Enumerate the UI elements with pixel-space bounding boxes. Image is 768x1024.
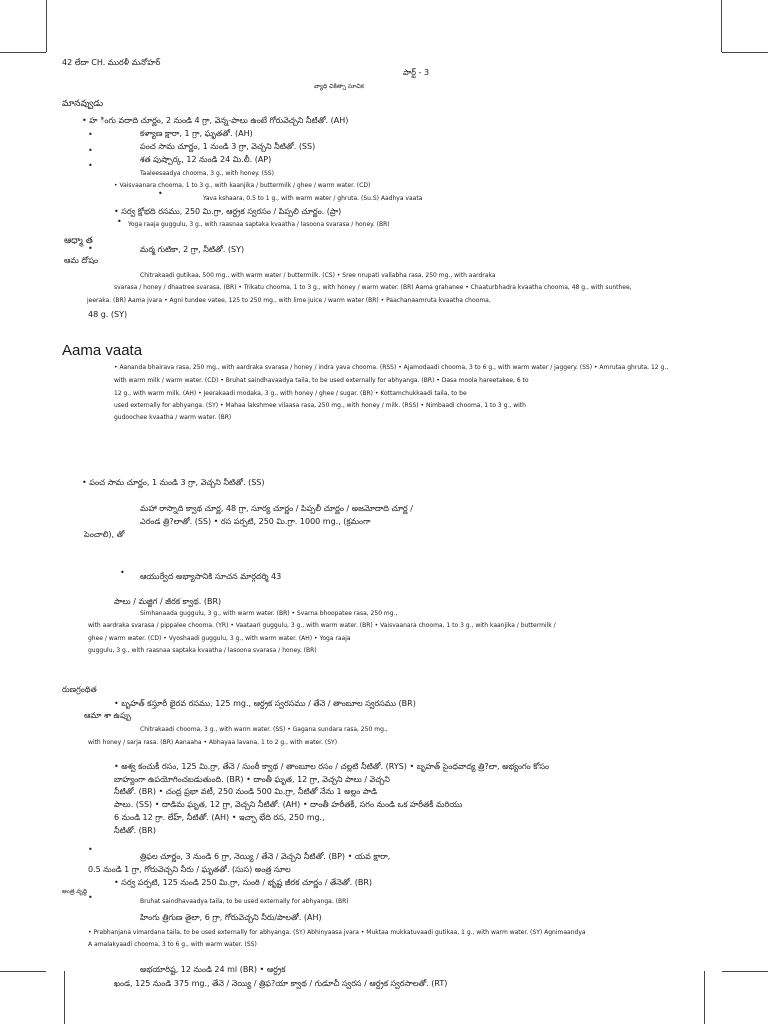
entry-line: పెంచాలి), తో — [84, 530, 125, 539]
crop-mark — [722, 971, 768, 972]
entry-line: 48 g. (SY) — [88, 310, 128, 319]
crop-mark — [64, 971, 65, 1024]
page-heading: ఆయుర్వేద అభ్యాసానికి సూచన మార్గదర్శి 43 — [140, 572, 282, 581]
entry-line: • Aananda bhairava rasa, 250 mg., with aardraka svarasa / honey / indra yava chooma. (RSS) • Ajamodaadi chooma, 3 to 6 g., with warm water / jaggery. (SS) • Amrutaa ghruta, 12 g., — [114, 364, 669, 371]
bullet-mark: • — [158, 189, 163, 198]
entry-line: పాలు. (SS) • దాడిమ ఘృత, 12 గ్రా, వెచ్చని నీటితో. (AH) • దాంతీ హరీతకీ, సగం నుండి ఒక హరీతకీ మరియు — [114, 800, 463, 809]
entry-line: • అశ్వ కంచుకీ రసం, 125 మి.గ్రా, తేనె / సుంఠీ క్వాథ / తాంబూల రసం / చల్లటి నీటితో. (RYS) • బృహత్ సైంధవాద్య త్రి?లా, అభ్యంగం కోసం — [114, 762, 550, 771]
subsection-title: అంత్ర వృద్ధి — [62, 888, 88, 895]
bullet-mark: • — [88, 130, 93, 139]
entry-line: • Vaisvaanara chooma, 1 to 3 g., with kaanjika / buttermilk / ghee / warm water. (CD) — [114, 182, 371, 189]
entry-line: హింగు త్రిగుణ తైలా, 6 గ్రా, గోరువెచ్చని నీరు/పాలతో. (AH) — [140, 913, 322, 922]
part-label: పార్ట్ - 3 — [403, 68, 430, 77]
running-header: 42 లేదా CH. మురళీ మనోహర్ — [62, 58, 161, 67]
subsection-title: ఆమా శా ఉప్పు — [84, 711, 131, 720]
entry-line: 6 నుండి 12 గ్రా. లేహ్, నీటితో. (AH) • ఇచ్ఛా భేది రస, 250 mg., — [114, 813, 325, 822]
entry-line: బాహ్యంగా ఉపయోగించబడుతుంది. (BR) • దాంతీ ఘృత, 12 గ్రా, వెచ్చని పాలు / వెచ్చని — [114, 775, 390, 784]
crop-mark — [0, 52, 46, 53]
entry-line: Simhanaada guggulu, 3 g., with warm water. (BR) • Svarna bhoopatee rasa, 250 mg., — [140, 610, 398, 617]
entry-line: • హ ింగు వదాది చూర్ణం, 2 నుండి 4 గ్రా, వెన్న-పాలు ఉంటే గోరువెచ్చని నీటితో. (AH) — [82, 116, 349, 125]
entry-line: Yoga raaja guggulu, 3 g., with raasnaa saptaka kvaatha / lasoona svarasa / honey. (BR) — [128, 221, 390, 228]
entry-line: 12 g., with warm milk. (AH) • Jeerakaadi modaka, 3 g., with honey / ghee / sugar. (BR) • Kottamchukkaadi taila, to be — [114, 390, 467, 397]
entry-line: పాలు / మజ్జిగ / జీరక క్వాథ. (BR) — [114, 597, 222, 606]
entry-line: నీటితో. (BR) — [114, 826, 156, 835]
bullet-mark: • — [120, 568, 125, 577]
entry-line: 0.5 నుండి 1 గ్రా, గోరువెచ్చని నీరు / ఘృతతో. (సుస) అంత్ర సూల — [88, 865, 291, 874]
entry-line: పంచ సామ చూర్ణం, 1 నుండి 3 గ్రా, వెచ్చని నీటితో. (SS) — [140, 142, 316, 151]
entry-line: మర్మ గుటికా, 2 గ్రా, నీటితో. (SY) — [140, 245, 245, 254]
crop-mark — [46, 0, 47, 52]
entry-line: A amalakyaadi chooma, 3 to 6 g., with warm water. (SS) — [88, 941, 257, 948]
section-title: ఆధ్మా త — [64, 236, 93, 246]
entry-line: • బృహత్ కస్తూరీ భైరవ రసము, 125 mg., ఆర్ద్రక స్వరసము / తేనె / తాంబూల స్వరసము (BR) — [114, 699, 416, 708]
entry-line: ఎరండ త్రి?లాతో. (SS) • రస పర్పటి, 250 మి.గ్రా. 1000 mg., (క్రమంగా — [140, 517, 371, 526]
entry-line: • Prabhanjana vimardana taila, to be used externally for abhyanga. (SY) Abhinyaasa jvara • Muktaa mukkatuvaadi gutikaa, 1 g., with warm water. (SY) Agnimaandya — [88, 929, 586, 936]
section-heading-large: Aama vaata — [62, 342, 143, 359]
section-title: రుణగ్రంథిత — [62, 685, 97, 694]
entry-line: మహా రాస్నాది క్వాథ చూర్ణ, 48 గ్రా, సూర్య చూర్ణం / పిప్పలీ చూర్ణం / అజమోదాది చూర్ణ / — [140, 504, 413, 513]
section-title: మానవ్వుడు — [62, 99, 104, 109]
page-subtitle: వ్యాధి చికిత్సా సూచిక — [314, 83, 364, 90]
bullet-mark: • — [88, 845, 93, 854]
entry-line: gudoochee kvaatha / warm water. (BR) — [114, 414, 232, 421]
entry-line: svarasa / honey / dhaatree svarasa. (BR) • Trikatu chooma, 1 to 3 g., with honey / warm water. (BR) Aama grahanee • Chaaturbhadra kvaatha chooma, 48 g., with sunthee, — [114, 284, 632, 291]
crop-mark — [0, 971, 46, 972]
entry-line: with warm milk / warm water. (CD) • Bruhat saindhavaadya taila, to be used externally for abhyanga. (BR) • Dasa moola hareetakee, 6 to — [114, 377, 529, 384]
entry-line: used externally for abhyanga. (SY) • Mahaa lakshmee vilaasa rasa, 250 mg., with honey / milk. (RSS) • Nimbaadi chooma, 1 to 3 g., with — [114, 402, 526, 409]
entry-line: jeeraka. (BR) Aama jvara • Agni tundee vatee, 125 to 250 mg., with lime juice / warm water (BR) • Paachanaamruta kvaatha chooma, — [87, 297, 491, 304]
entry-line: • సర్వ పర్పటి, 125 నుండి 250 మి.గ్రా, సుంఠి / భృష్ట జీరక చూర్ణం / తేనెతో. (BR) — [114, 878, 373, 887]
entry-line: Chitrakaadi gutikaa, 500 mg., with warm water / buttermilk. (CS) • Sree nrupati vallabha rasa, 250 mg., with aardraka — [140, 272, 496, 279]
crop-mark — [721, 0, 722, 52]
entry-line: • పంచ సామ చూర్ణం, 1 నుండి 3 గ్రా, వెచ్చని నీటితో. (SS) — [82, 478, 265, 487]
bullet-mark: • — [88, 244, 93, 253]
section-title: ఆమ దోషం — [64, 256, 99, 265]
bullet-mark: • — [117, 217, 122, 226]
crop-mark — [722, 52, 768, 53]
entry-line: Yava kshaara, 0.5 to 1 g., with warm water / ghruta. (Su.S) Aadhya vaata — [203, 195, 423, 202]
entry-line: with honey / sarja rasa. (BR) Aanaaha • Abhayaa lavana, 1 to 2 g., with water. (SY) — [88, 739, 338, 746]
entry-line: Chitrakaadi chooma, 3 g., with warm water. (SS) • Gagana sundara rasa, 250 mg., — [140, 726, 388, 733]
entry-line: ghee / warm water. (CD) • Vyoshaadi guggulu, 3 g., with warm water. (AH) • Yoga raaja — [88, 635, 351, 642]
entry-line: • సర్వ క్షోభది రసము, 250 మి.గ్రా, ఆర్ద్రక స్వరసం / పిప్పలి చూర్ణం. (ప్రా) — [114, 207, 342, 216]
entry-line: with aardraka svarasa / pippalee chooma. (YR) • Vaataari guggulu, 3 g., with warm water. (BR) • Vaisvaanara chooma, 1 to 3 g., with kaanjika / buttermilk / — [88, 622, 556, 629]
entry-line: నీటితో. (BR) • చంద్ర ప్రభా వటీ, 250 నుండి 500 మి.గ్రా, నీటితో నేను 1 అల్లం పాడి — [114, 787, 378, 796]
bullet-mark: • — [88, 146, 93, 155]
entry-line: Taaleesaadya chooma, 3 g., with honey. (SS) — [140, 170, 274, 177]
bullet-mark: • — [88, 161, 93, 170]
entry-line: ఖండ, 125 నుండి 375 mg., తేనె / నెయ్యి / త్రిఫ?యా క్వాథ / గుడూచీ స్వరస / ఆర్ద్రక స్వరసాలతో. (RT) — [114, 979, 448, 988]
entry-line: Bruhat saindhavaadya taila, to be used externally for abhyanga. (BR) — [140, 898, 349, 905]
entry-line: guggulu, 3 g., with raasnaa saptaka kvaatha / lasoona svarasa / honey. (BR) — [88, 647, 317, 654]
entry-line: అభయారిష్ట, 12 నుండి 24 ml (BR) • ఆర్ద్రక — [140, 965, 286, 974]
crop-mark — [704, 971, 705, 1024]
entry-line: శత పుష్పార్క, 12 నుండి 24 మి.లీ. (AP) — [140, 155, 272, 164]
entry-line: త్రిఫల చూర్ణం, 3 నుండి 6 గ్రా, నెయ్యి / తేనె / వెచ్చని నీటితో. (BP) • యవ క్షారా, — [140, 852, 391, 861]
entry-line: కళ్యాణ క్షారా, 1 గ్రా, ఘృతతో. (AH) — [140, 129, 253, 138]
bullet-mark: • — [88, 893, 93, 902]
